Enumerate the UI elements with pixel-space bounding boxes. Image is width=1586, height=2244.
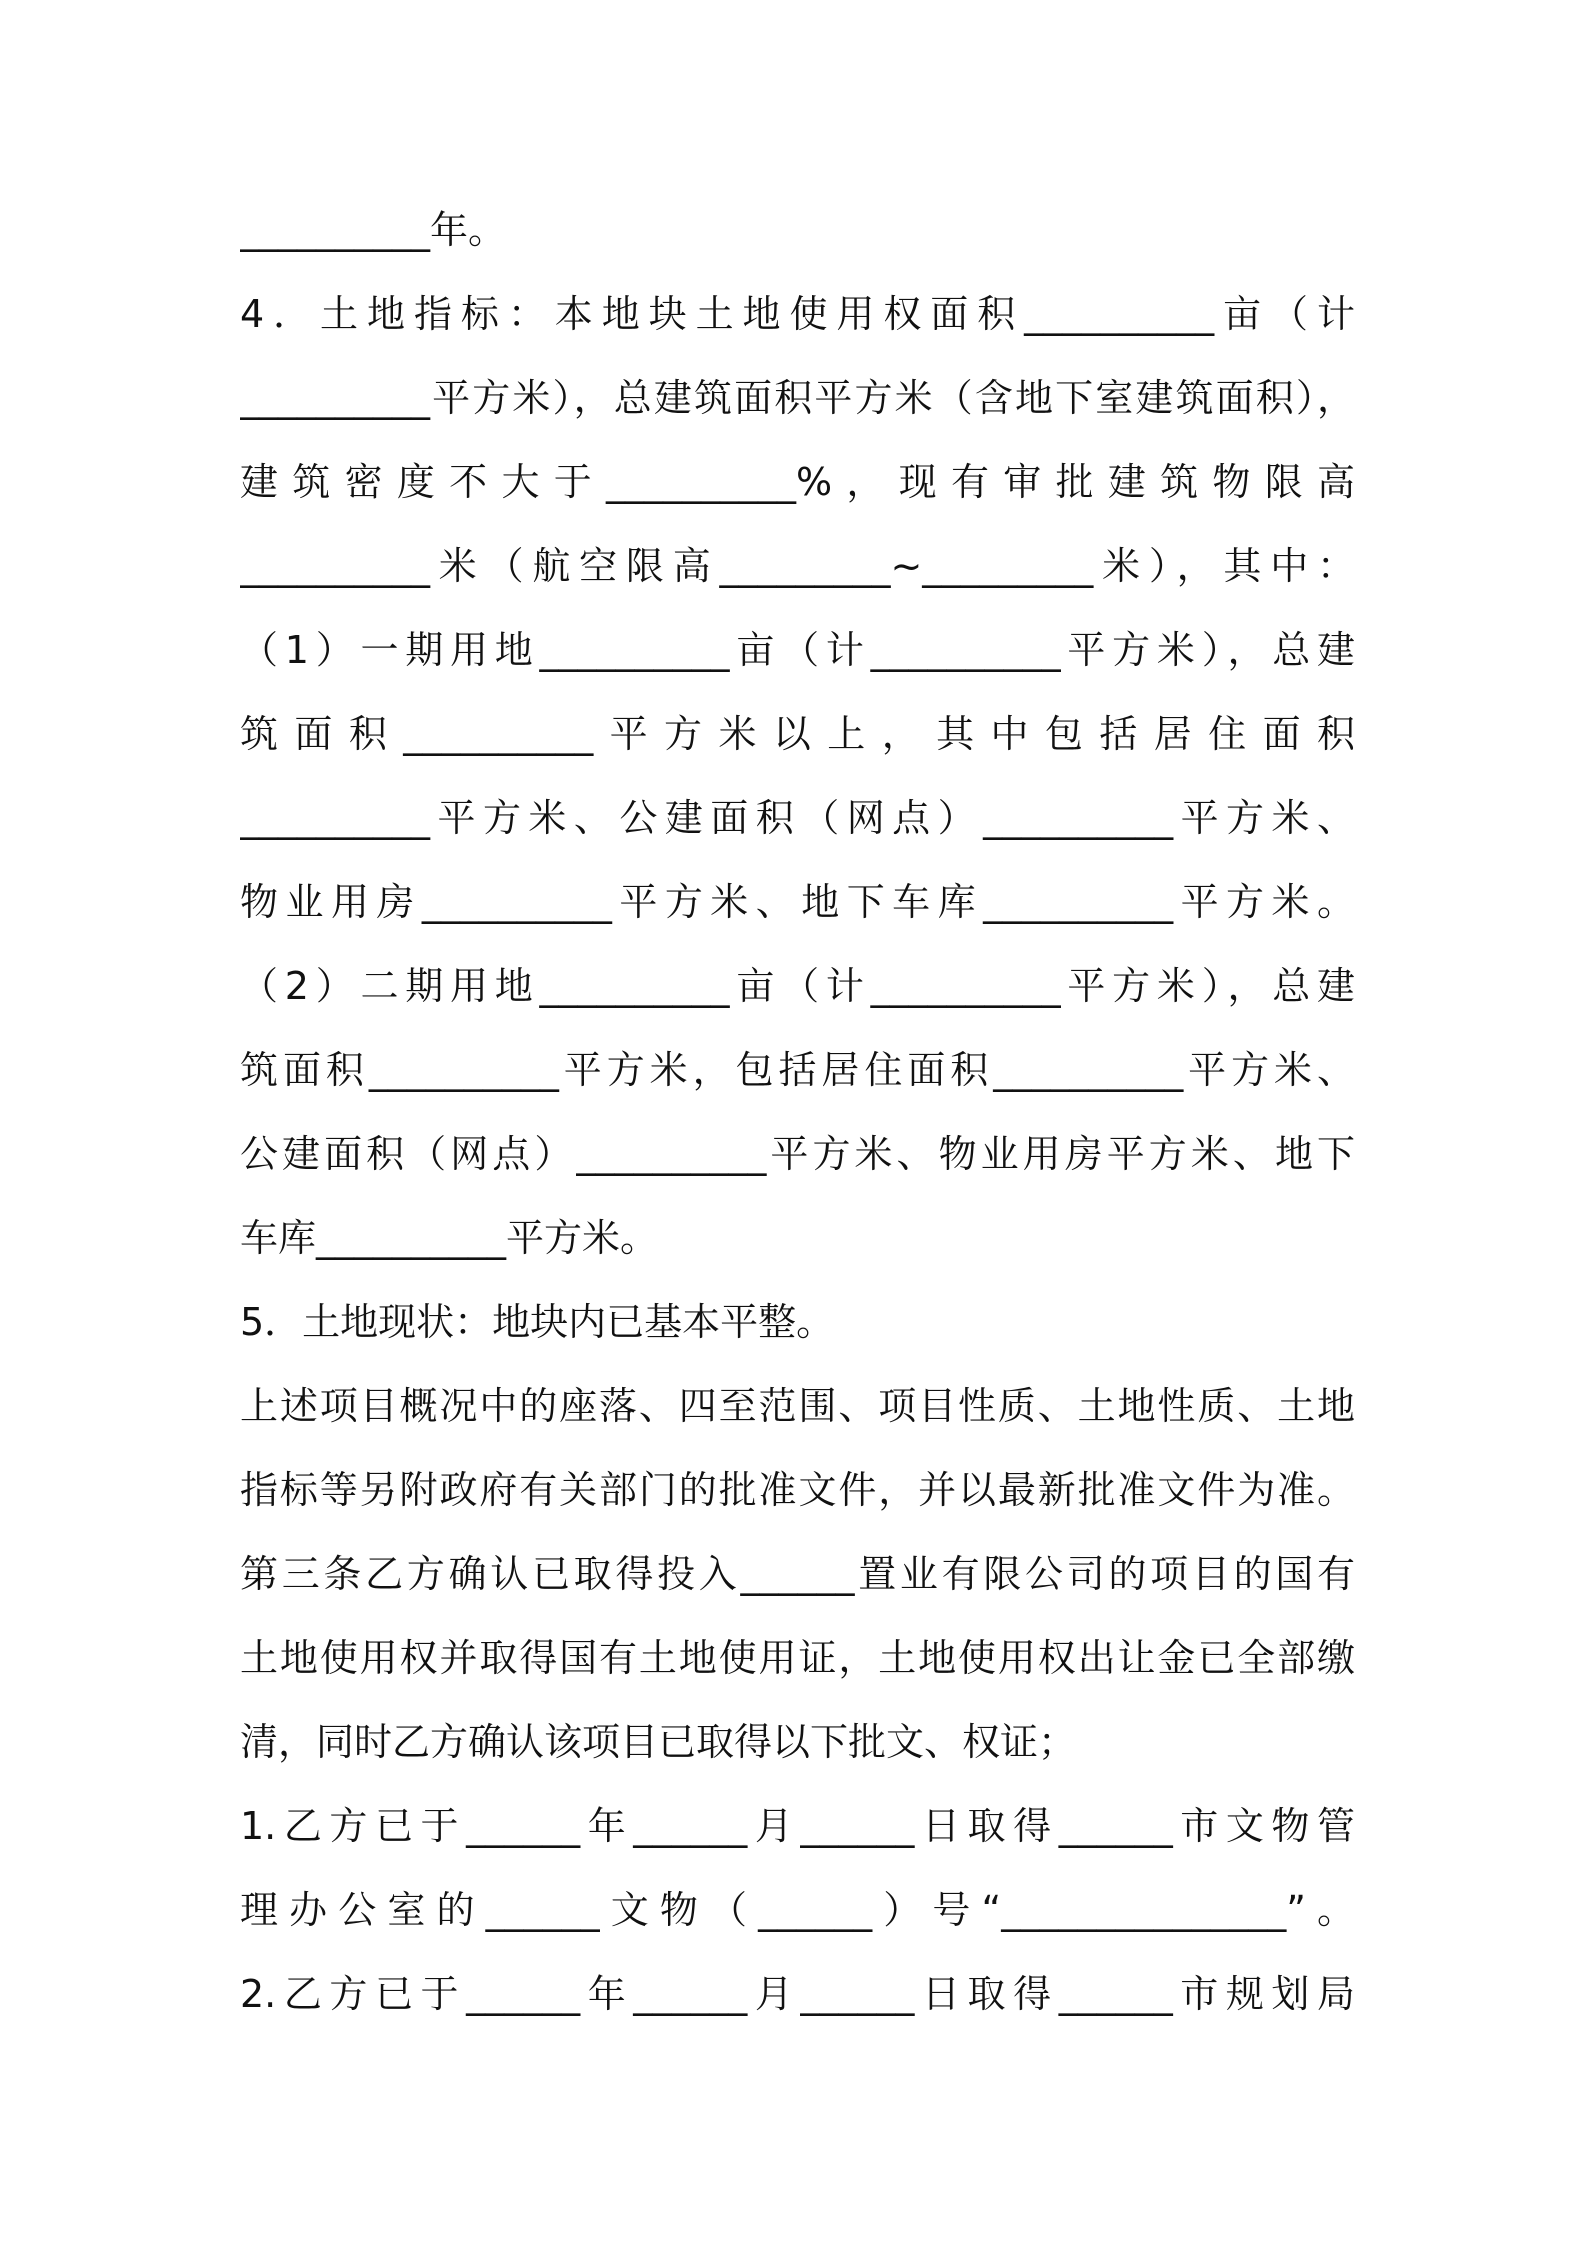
text-line: （2）二期用地__________亩（计__________平方米），总建	[240, 964, 1355, 1008]
text-line: （1）一期用地__________亩（计__________平方米），总建	[240, 628, 1355, 672]
text-line: 2.乙方已于______年______月______日取得______市规划局	[240, 1972, 1355, 2016]
text-line: 理办公室的______文物（______）号“_______________”。	[240, 1888, 1355, 1932]
text-line: 物业用房__________平方米、地下车库__________平方米。	[240, 880, 1355, 924]
text-line: __________年。	[240, 208, 507, 252]
text-line: 指标等另附政府有关部门的批准文件，并以最新批准文件为准。	[240, 1468, 1355, 1512]
text-line: 土地使用权并取得国有土地使用证，土地使用权出让金已全部缴	[240, 1636, 1355, 1680]
text-line: 车库__________平方米。	[240, 1216, 659, 1260]
text-line: 筑面积__________平方米，包括居住面积__________平方米、	[240, 1048, 1355, 1092]
text-line: 清，同时乙方确认该项目已取得以下批文、权证；	[240, 1720, 1077, 1764]
text-line: __________平方米），总建筑面积平方米（含地下室建筑面积），	[240, 376, 1355, 420]
text-line: 第三条乙方确认已取得投入______置业有限公司的项目的国有	[240, 1552, 1355, 1596]
text-line: 建筑密度不大于__________%，现有审批建筑物限高	[240, 460, 1355, 504]
text-line: __________平方米、公建面积（网点）__________平方米、	[240, 796, 1355, 840]
text-line: __________米（航空限高_________~_________米），其中：	[240, 544, 1355, 588]
text-line: 上述项目概况中的座落、四至范围、项目性质、土地性质、土地	[240, 1384, 1355, 1428]
text-line: 5．土地现状：地块内已基本平整。	[240, 1300, 835, 1344]
text-line: 筑面积__________平方米以上，其中包括居住面积	[240, 712, 1355, 756]
text-line: 4．土地指标：本地块土地使用权面积__________亩（计	[240, 292, 1355, 336]
text-line: 1.乙方已于______年______月______日取得______市文物管	[240, 1804, 1355, 1848]
text-line: 公建面积（网点）__________平方米、物业用房平方米、地下	[240, 1132, 1355, 1176]
